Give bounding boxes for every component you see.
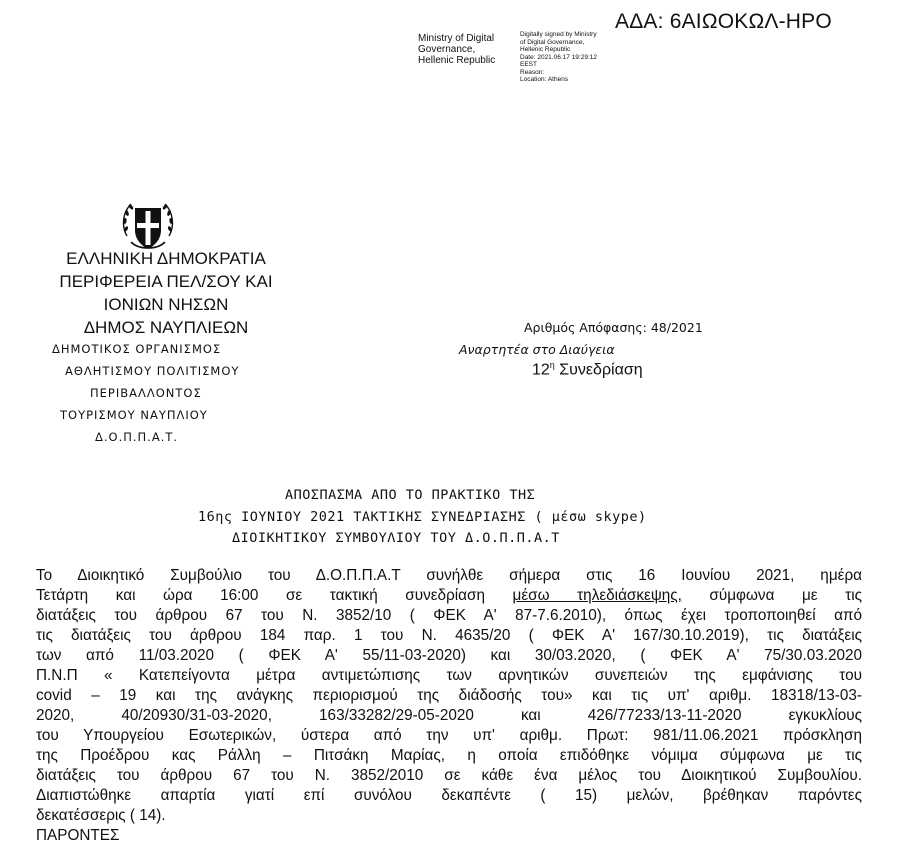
- signature-detail-line: Reason:: [520, 68, 545, 76]
- body-line: [36, 586, 862, 606]
- extract-title-line1: ΑΠΟΣΠΑΣΜΑ ΑΠΟ ΤΟ ΠΡΑΚΤΙΚΟ ΤΗΣ: [285, 487, 536, 503]
- signature-detail-line: Hellenic Republic: [520, 46, 571, 53]
- diavgeia-posting: Αναρτητέα στο Διαύγεια: [459, 342, 615, 357]
- decision-number: Αριθμός Απόφασης: 48/2021: [524, 320, 703, 335]
- extract-title-line3: ΔΙΟΙΚΗΤΙΚΟΥ ΣΥΜΒΟΥΛΙΟΥ ΤΟΥ Δ.Ο.Π.Π.Α.Τ: [232, 530, 560, 546]
- body-line: covid – 19 και της ανάγκης περιορισμού της διάδοσής του» και τις υπ' αριθμ. 18318/13-03-: [36, 687, 862, 704]
- org-line-5: Δ.Ο.Π.Π.Α.Τ.: [95, 430, 179, 444]
- session-number: 12: [532, 361, 550, 379]
- body-line: Π.Ν.Π « Κατεπείγοντα μέτρα αντιμετώπισης των αρνητικών συνεπειών της εμφάνισης του: [36, 667, 862, 684]
- present-heading: ΠΑΡΟΝΤΕΣ: [36, 827, 120, 844]
- org-line-1: ΔΗΜΟΤΙΚΟΣ ΟΡΓΑΝΙΣΜΟΣ: [52, 342, 222, 356]
- signature-org-line: Ministry of Digital: [418, 33, 495, 44]
- extract-title-line2: 16ης ΙΟΥΝΙΟΥ 2021 ΤΑΚΤΙΚΗΣ ΣΥΝΕΔΡΙΑΣΗΣ ( μέσω skype): [198, 509, 647, 525]
- signature-details: [520, 31, 597, 84]
- teleconference-phrase: μέσω τηλεδιάσκεψης,: [512, 587, 682, 604]
- body-line: διατάξεις του άρθρου 67 του Ν. 3852/10 ( ΦΕΚ Α' 87-7.6.2010), όπως έχει τροποποιηθεί από: [36, 607, 862, 624]
- body-line: της Προέδρου κας Ράλλη – Πιτσάκη Μαρίας, η οποία επιδόθηκε νόμιμα σύμφωνα με τις: [36, 747, 862, 764]
- body-line: 2020, 40/20930/31-03-2020, 163/33282/29-05-2020 και 426/77233/13-11-2020 εγκυκλίους: [36, 707, 862, 724]
- minutes-body: [36, 566, 862, 846]
- body-segment: σύμφωνα με τις: [681, 587, 862, 604]
- region-name-line2: ΙΟΝΙΩΝ ΝΗΣΩΝ: [103, 295, 229, 314]
- session-word: Συνεδρίαση: [559, 361, 643, 379]
- signature-detail-line: Digitally signed by Ministry: [520, 31, 597, 38]
- org-line-4: ΤΟΥΡΙΣΜΟΥ ΝΑΥΠΛΙΟΥ: [60, 408, 208, 422]
- org-line-3: ΠΕΡΙΒΑΛΛΟΝΤΟΣ: [90, 386, 202, 400]
- org-line-2: ΑΘΛΗΤΙΣΜΟΥ ΠΟΛΙΤΙΣΜΟΥ: [65, 364, 240, 378]
- body-line: των από 11/03.2020 ( ΦΕΚ Α' 55/11-03-2020) και 30/03.2020, ( ΦΕΚ Α' 75/30.03.2020: [36, 647, 862, 664]
- ada-code: ΑΔΑ: 6ΑΙΩΟΚΩΛ-ΗΡΟ: [615, 10, 832, 33]
- body-line: διατάξεις του άρθρου 67 του Ν. 3852/2010 σε κάθε ένα μέλος του Διοικητικού Συμβουλίου.: [36, 767, 862, 784]
- signature-organization: [418, 33, 495, 66]
- body-line: του Υπουργείου Εσωτερικών, ύστερα από την υπ' αριθμ. Πρωτ: 981/11.06.2021 πρόσκληση: [36, 727, 862, 744]
- signature-detail-line: EEST: [520, 61, 537, 68]
- body-segment: Τετάρτη και ώρα 16:00 σε τακτική συνεδρίαση: [36, 587, 513, 604]
- signature-detail-line: Date: 2021.06.17 19:29:12: [520, 53, 597, 61]
- signature-org-line: Governance,: [418, 44, 476, 55]
- body-line: Διαπιστώθηκε απαρτία γιατί επί συνόλου δεκαπέντε ( 15) μελών, βρέθηκαν παρόντες: [36, 787, 862, 804]
- body-line: δεκατέσσερις ( 14).: [36, 807, 166, 824]
- country-name: ΕΛΛΗΝΙΚΗ ΔΗΜΟΚΡΑΤΙΑ: [66, 249, 266, 268]
- session-ordinal: η: [549, 360, 555, 370]
- body-line: Το Διοικητικό Συμβούλιο του Δ.Ο.Π.Π.Α.Τ συνήλθε σήμερα στις 16 Ιουνίου 2021, ημέρα: [36, 567, 862, 584]
- signature-org-line: Hellenic Republic: [418, 55, 496, 66]
- body-line: τις διατάξεις του άρθρου 184 παρ. 1 του Ν. 4635/20 ( ΦΕΚ Α' 167/30.10.2019), τις διατάξεις: [36, 627, 862, 644]
- signature-detail-line: of Digital Governance,: [520, 38, 585, 46]
- region-name-line1: ΠΕΡΙΦΕΡΕΙΑ ΠΕΛ/ΣΟΥ ΚΑΙ: [59, 272, 273, 291]
- signature-detail-line: Location: Athens: [520, 76, 569, 83]
- municipality-name: ΔΗΜΟΣ ΝΑΥΠΛΙΕΩΝ: [83, 318, 249, 337]
- session-label: [532, 360, 643, 379]
